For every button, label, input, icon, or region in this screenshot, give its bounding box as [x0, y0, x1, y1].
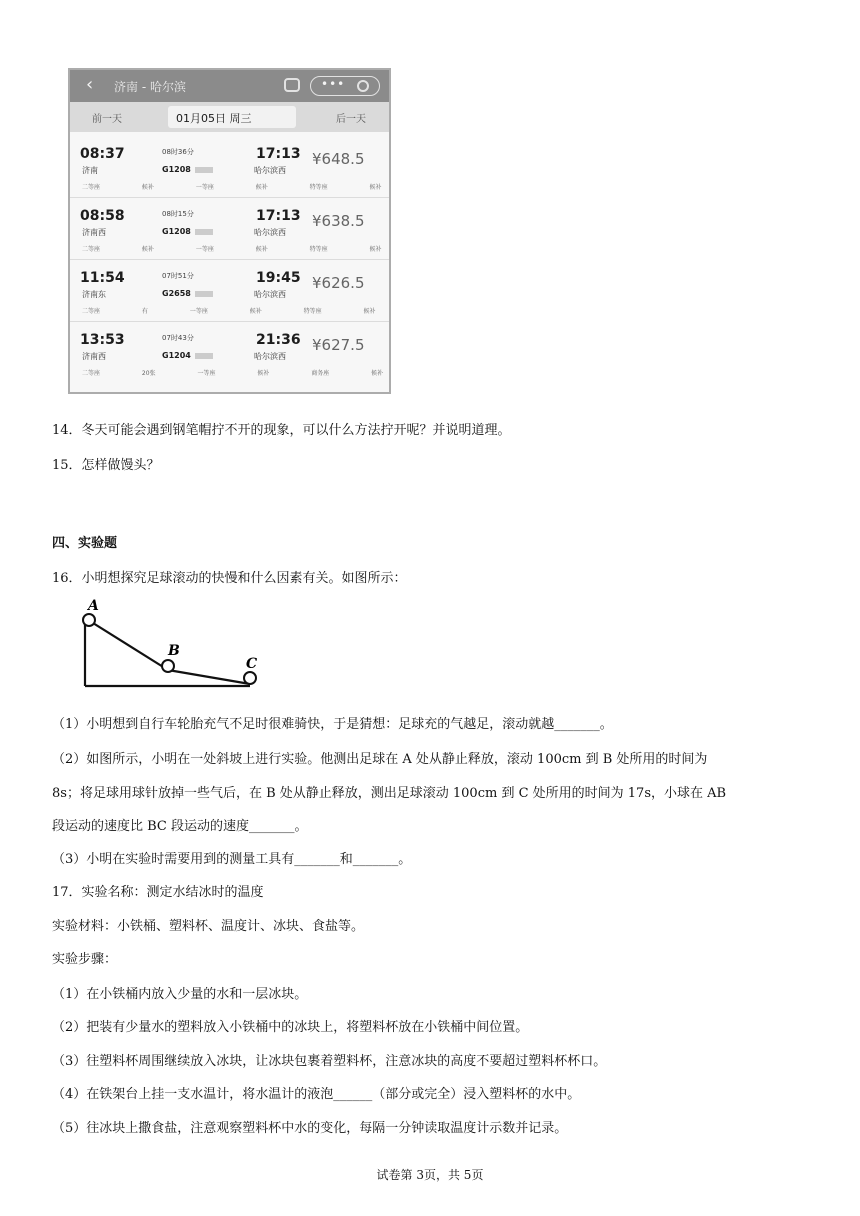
label-a: A	[88, 598, 99, 614]
ball-c	[244, 672, 256, 684]
question-17-steps-title: 实验步骤：	[52, 952, 118, 967]
question-16-part-1: （1）小明想到自行车轮胎充气不足时很难骑快，于是猜想：足球充的气越足，滚动就越_______。	[52, 717, 613, 732]
question-17-name: 17．实验名称：测定水结冰时的温度	[52, 885, 264, 900]
arrival-station: 哈尔滨西	[254, 290, 286, 299]
price: ¥626.5	[312, 274, 365, 292]
departure-station: 济南西	[82, 352, 106, 361]
train-ticket-screenshot	[68, 68, 391, 394]
close-target-icon	[357, 80, 369, 92]
train-row	[70, 260, 389, 322]
departure-station: 济南东	[82, 290, 106, 299]
question-17-step-2: （2）把装有少量水的塑料放入小铁桶中的冰块上，将塑料杯放在小铁桶中间位置。	[52, 1020, 529, 1035]
mini-program-capsule	[310, 76, 380, 96]
departure-time: 11:54	[80, 270, 125, 286]
price: ¥638.5	[312, 212, 365, 230]
question-16-part-2-line-1: （2）如图所示，小明在一处斜坡上进行实验。他测出足球在 A 处从静止释放，滚动 100cm 到 B 处所用的时间为	[52, 752, 708, 767]
route-title: 济南 - 哈尔滨	[114, 80, 186, 94]
page-footer: 试卷第 3页，共 5页	[376, 1168, 484, 1182]
price: ¥627.5	[312, 336, 365, 354]
arrival-time: 19:45	[256, 270, 301, 286]
seat-info: 二等座 有 一等座 候补 特等座 候补	[82, 308, 376, 315]
duration: 08时15分	[162, 210, 194, 218]
ramp-slope-bc	[168, 670, 250, 684]
arrival-station: 哈尔滨西	[254, 352, 286, 361]
train-code: G2658	[162, 289, 213, 298]
question-17-step-1: （1）在小铁桶内放入少量的水和一层冰块。	[52, 987, 308, 1002]
question-16-stem: 16．小明想探究足球滚动的快慢和什么因素有关。如图所示：	[52, 571, 407, 586]
phone-top-bar	[70, 70, 389, 102]
arrival-station: 哈尔滨西	[254, 228, 286, 237]
question-17-step-4: （4）在铁架台上挂一支水温计，将水温计的液泡______（部分或完全）浸入塑料杯的水中。	[52, 1087, 581, 1102]
departure-time: 13:53	[80, 332, 125, 348]
more-dots-icon: •••	[321, 77, 346, 91]
back-arrow-icon: ‹	[86, 74, 94, 95]
question-17-step-3: （3）往塑料杯周围继续放入冰块，让冰块包裹着塑料杯，注意冰块的高度不要超过塑料杯杯口。	[52, 1054, 607, 1069]
seat-info: 二等座 候补 一等座 候补 特等座 候补	[82, 246, 382, 253]
seat-info: 二等座 20张 一等座 候补 商务座 候补	[82, 370, 384, 377]
question-16-part-3: （3）小明在实验时需要用到的测量工具有_______和_______。	[52, 852, 412, 867]
date-bar	[70, 102, 389, 132]
arrival-station: 哈尔滨西	[254, 166, 286, 175]
price: ¥648.5	[312, 150, 365, 168]
arrival-time: 17:13	[256, 146, 301, 162]
train-row	[70, 198, 389, 260]
departure-station: 济南西	[82, 228, 106, 237]
question-17-materials: 实验材料：小铁桶、塑料杯、温度计、冰块、食盐等。	[52, 919, 365, 934]
departure-station: 济南	[82, 166, 98, 175]
ramp-diagram	[70, 590, 270, 700]
question-17-step-5: （5）往冰块上撒食盐，注意观察塑料杯中水的变化，每隔一分钟读取温度计示数并记录。	[52, 1121, 568, 1136]
departure-time: 08:58	[80, 208, 125, 224]
train-code: G1208	[162, 165, 213, 174]
arrival-time: 17:13	[256, 208, 301, 224]
train-row	[70, 136, 389, 198]
date-pill	[168, 106, 296, 128]
departure-time: 08:37	[80, 146, 125, 162]
label-c: C	[246, 656, 258, 672]
ramp-slope-ab	[85, 618, 168, 670]
duration: 07时43分	[162, 334, 194, 342]
question-16-part-2-line-2: 8s；将足球用球针放掉一些气后，在 B 处从静止释放，测出足球滚动 100cm 到 C 处所用的时间为 17s，小球在 AB	[52, 786, 727, 801]
grid-icon	[284, 78, 300, 92]
prev-day: 前一天	[92, 114, 122, 125]
seat-info: 二等座 候补 一等座 候补 特等座 候补	[82, 184, 382, 191]
train-row	[70, 322, 389, 384]
duration: 08时36分	[162, 148, 194, 156]
ball-b	[162, 660, 174, 672]
section-heading: 四、实验题	[52, 536, 118, 551]
ball-a	[83, 614, 95, 626]
arrival-time: 21:36	[256, 332, 301, 348]
train-code: G1204	[162, 351, 213, 360]
question-14: 14．冬天可能会遇到钢笔帽拧不开的现象，可以什么方法拧开呢？并说明道理。	[52, 423, 511, 438]
duration: 07时51分	[162, 272, 194, 280]
question-15: 15．怎样做馒头？	[52, 458, 160, 473]
date-label: 01月05日 周三	[176, 112, 252, 125]
question-16-part-2-line-3: 段运动的速度比 BC 段运动的速度_______。	[52, 819, 308, 834]
train-code: G1208	[162, 227, 213, 236]
label-b: B	[168, 643, 180, 659]
next-day: 后一天	[336, 114, 366, 125]
